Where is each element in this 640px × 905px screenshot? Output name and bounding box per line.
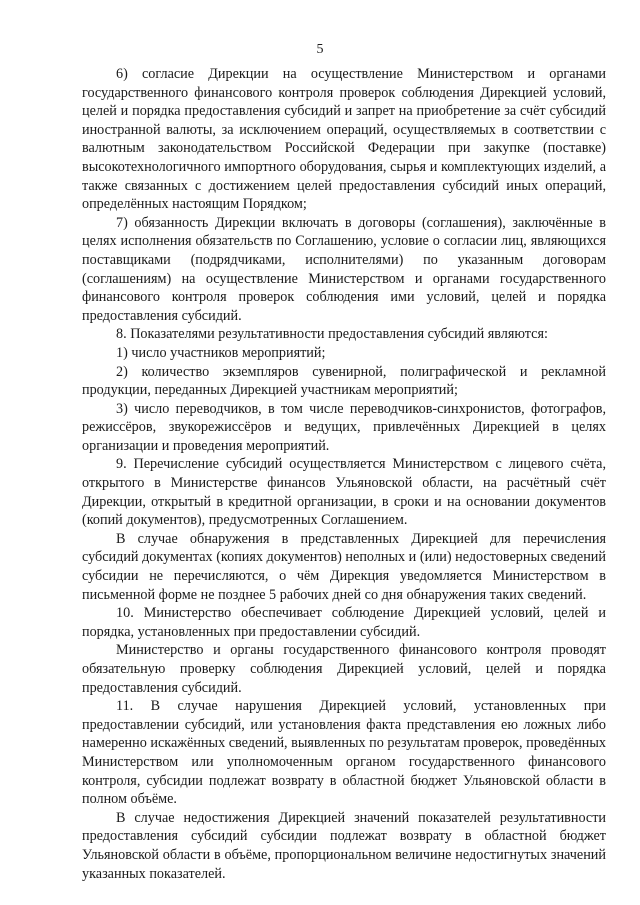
paragraph-incomplete-data: В случае обнаружения в представленных Дирекцией для перечисления субсидий документах (копиях документов) неполных и (или) недостоверных сведений субсидии не перечисляются, о чём Дирекция уведомляется Министерством в письменной форме не позднее 5 рабочих дней со дня обнаружения таких сведений. [82, 530, 606, 603]
list-item-translators: 3) число переводчиков, в том числе переводчиков-синхронистов, фотографов, режиссёров, звукорежиссёров и ведущих, привлечённых Дирекцией в целях организации и проведения мероприятий. [82, 400, 606, 454]
page-number: 5 [316, 42, 324, 57]
paragraph-consent-audit: 6) согласие Дирекции на осуществление Министерством и органами государственного финансового контроля проверок соблюдения Дирекцией условий, целей и порядка предоставления субсидий и запрет на приобретение за счёт субсидий иностранной валюты, за исключением операций, осуществляемых в соответствии с валютным законодательством Российской Федерации при закупке (поставке) высокотехнологичного импортного оборудования, сырья и комплектующих изделий, а также связанных с достижением целей предоставления субсидий иных операций, определённых настоящим Порядком; [82, 66, 606, 213]
paragraph-mandatory-audit: Министерство и органы государственного финансового контроля проводят обязательную проверку соблюдения Дирекцией условий, целей и порядка предоставления субсидий. [82, 642, 606, 696]
list-item-participants: 1) число участников мероприятий; [116, 344, 326, 361]
paragraph-contract-obligation: 7) обязанность Дирекции включать в договоры (соглашения), заключённые в целях исполнения обязательств по Соглашению, условие о согласии лиц, являющихся поставщиками (подрядчиками, исполнителями) по указанным договорам (соглашениям) на осуществление Министерством и органами государственного финансового контроля проверок соблюдения ими условий, целей и порядка предоставления субсидий. [82, 214, 606, 324]
paragraph-proportional-refund: В случае недостижения Дирекцией значений показателей результативности предоставления субсидий субсидии подлежат возврату в областной бюджет Ульяновской области в объёме, пропорциональном величине недостигнутых значений указанных показателей. [82, 809, 606, 882]
paragraph-transfer: 9. Перечисление субсидий осуществляется Министерством с лицевого счёта, открытого в Министерстве финансов Ульяновской области, на расчётный счёт Дирекции, открытый в кредитной организации, в сроки и на основании документов (копий документов), предусмотренных Соглашением. [82, 456, 606, 529]
list-item-products: 2) количество экземпляров сувенирной, полиграфической и рекламной продукции, переданных Дирекцией участникам мероприятий; [82, 363, 606, 399]
document-body [82, 65, 606, 883]
paragraph-violation-refund: 11. В случае нарушения Дирекцией условий, установленных при предоставлении субсидий, или установления факта представления ею ложных либо намеренно искажённых сведений, выявленных по результатам проверок, проведённых Министерством или уполномоченным органом государственного финансового контроля, субсидии подлежат возврату в областной бюджет Ульяновской области в полном объёме. [82, 698, 606, 808]
paragraph-performance-indicators: 8. Показателями результативности предоставления субсидий являются: [116, 326, 548, 343]
paragraph-compliance: 10. Министерство обеспечивает соблюдение Дирекцией условий, целей и порядка, установленных при предоставлении субсидий. [82, 605, 606, 640]
